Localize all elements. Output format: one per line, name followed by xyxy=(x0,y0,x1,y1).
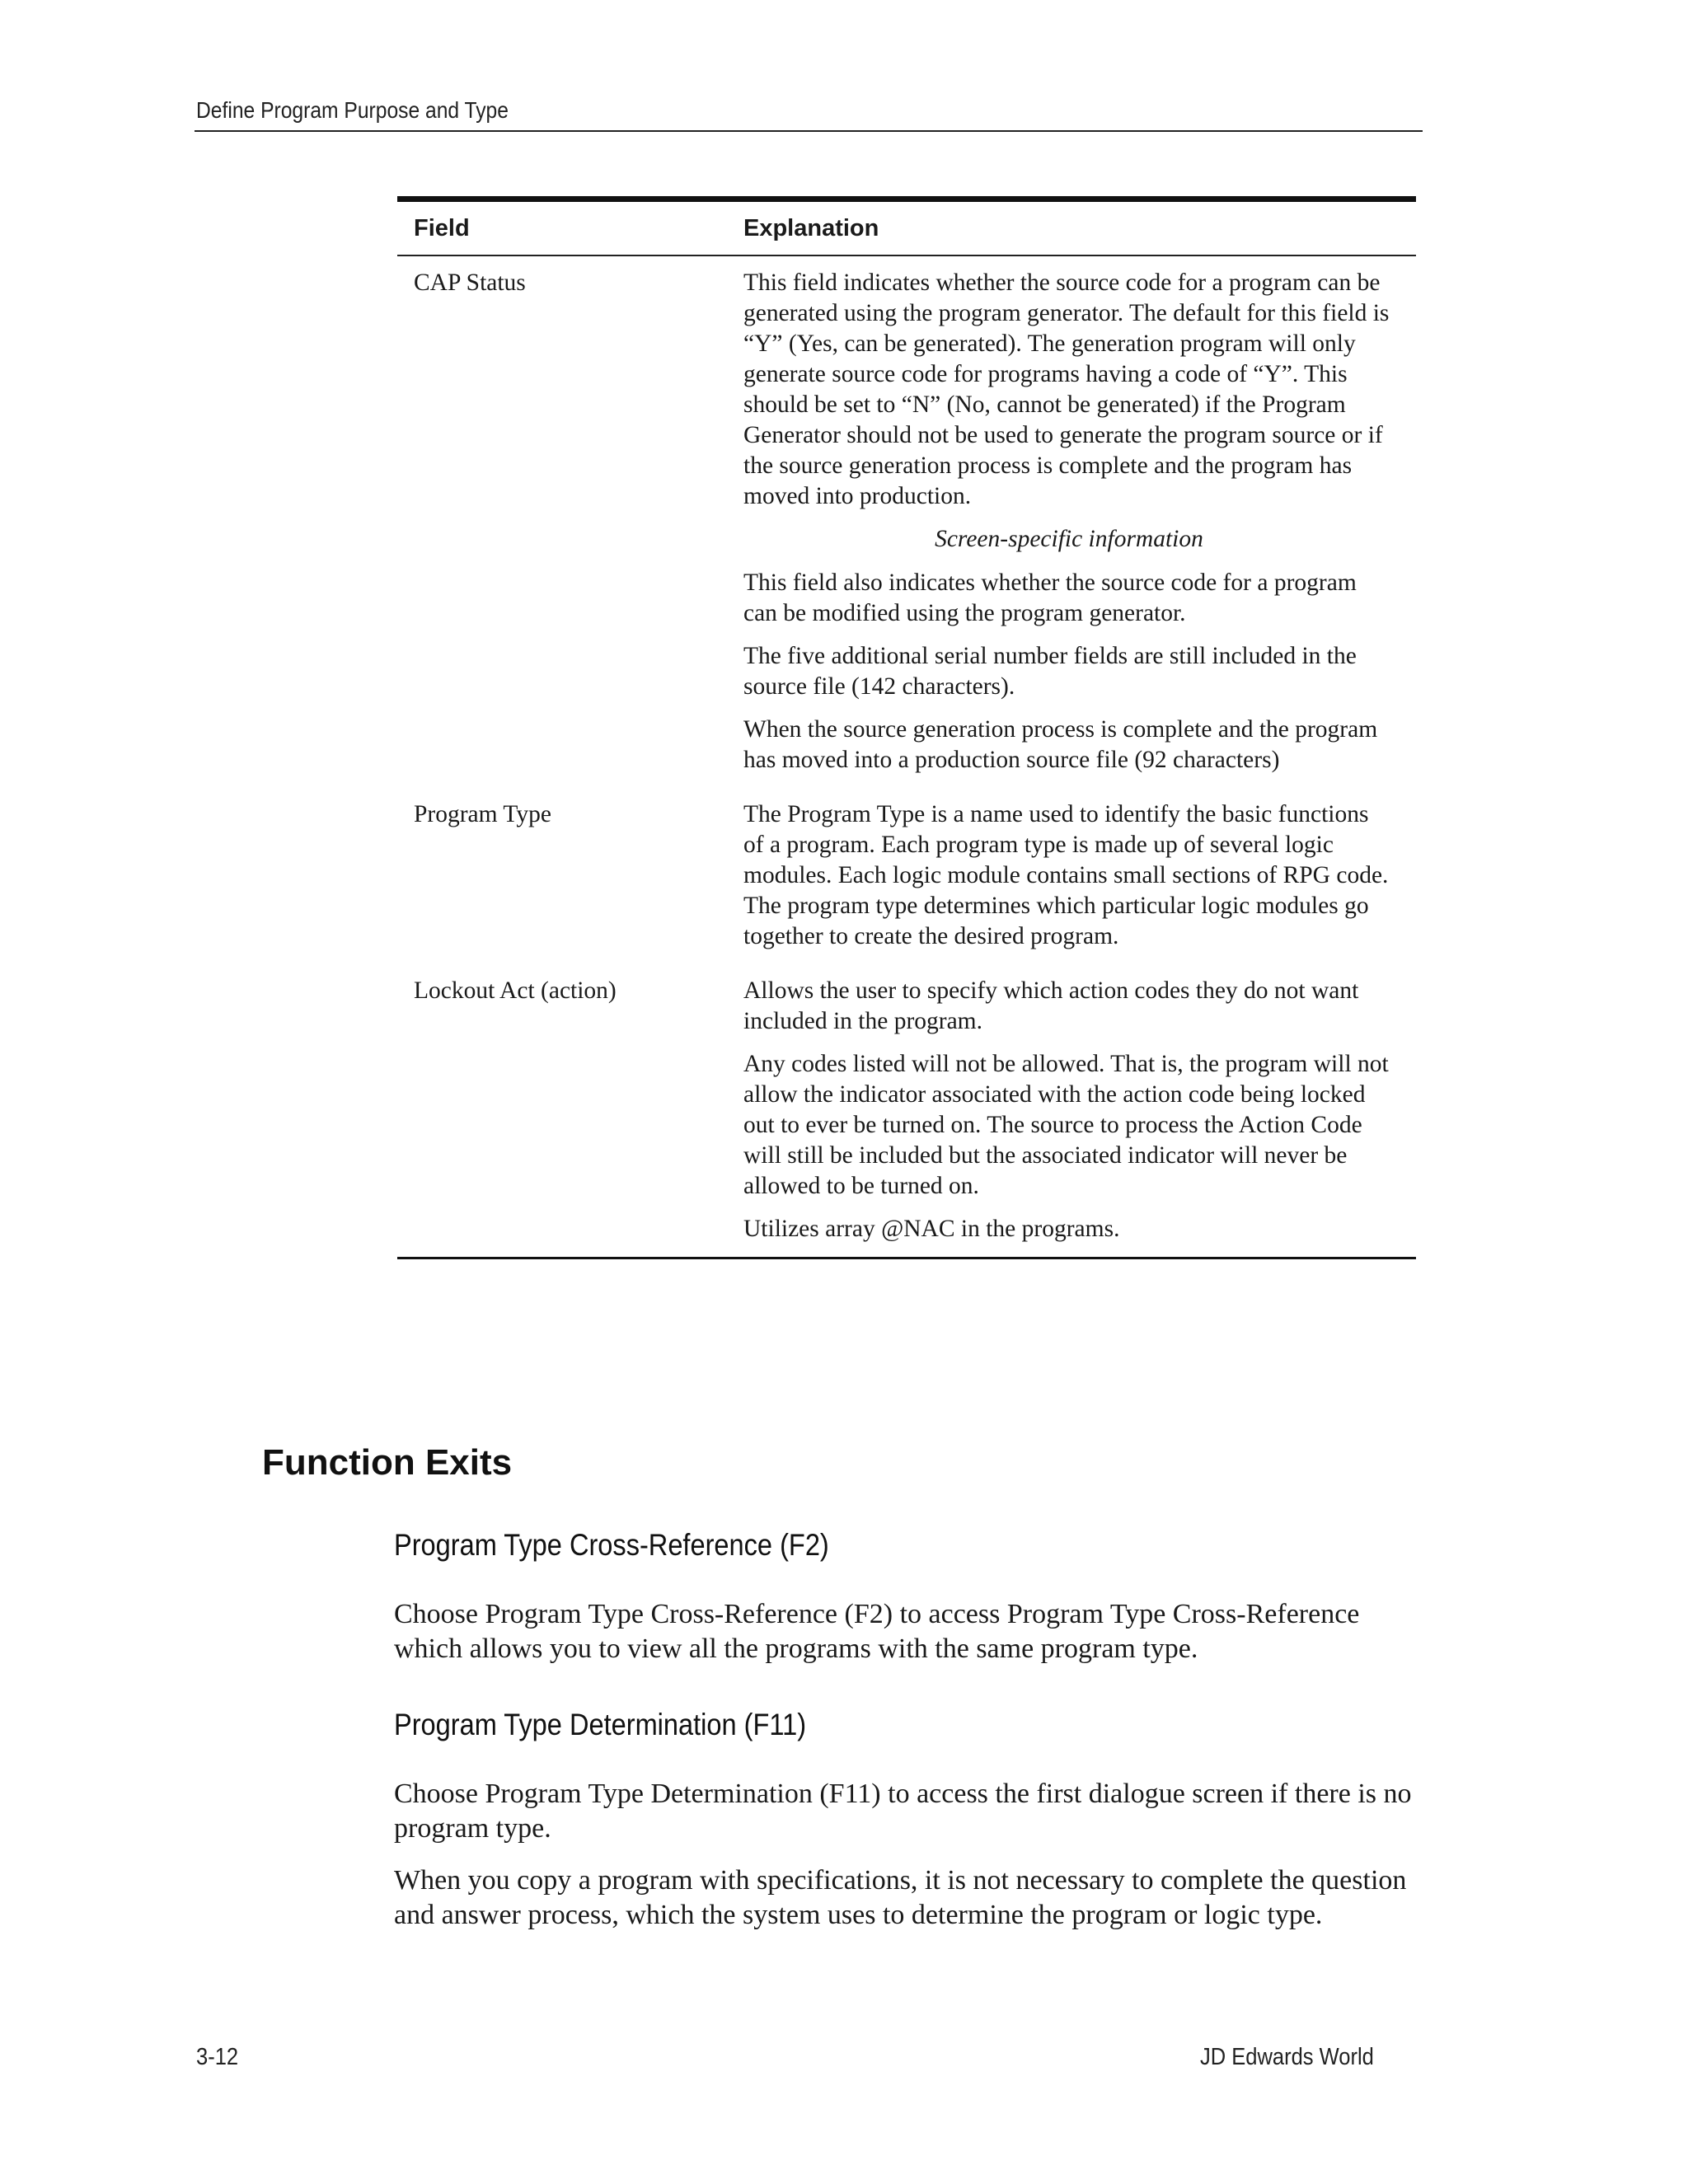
explanation-paragraph: Utilizes array @NAC in the programs. xyxy=(743,1216,1120,1242)
field-name: Lockout Act (action) xyxy=(414,977,617,1004)
explanation-paragraph: When the source generation process is complete and the program has moved into a production source file (92 characters) xyxy=(743,716,1378,773)
section-title: Function Exits xyxy=(262,1442,513,1483)
running-header: Define Program Purpose and Type xyxy=(196,97,509,123)
field-explanation xyxy=(743,268,1395,788)
explanation-paragraph: Any codes listed will not be allowed. That is, the program will not allow the indicator associated with the action code being locked out to ever be turned on. The source to process the Action Code will still be included but the associated indicator will never be allowed to be turned on. xyxy=(743,1051,1389,1199)
body-paragraph: Choose Program Type Cross-Reference (F2) to access Program Type Cross-Reference which allows you to view all the programs with the same program type. xyxy=(394,1599,1360,1664)
table-row xyxy=(397,788,1416,964)
header-rule xyxy=(195,130,1423,132)
field-explanation xyxy=(743,799,1395,964)
table-row xyxy=(397,964,1416,1257)
page-number: 3-12 xyxy=(196,2044,239,2070)
subsection-title: Program Type Determination (F11) xyxy=(394,1708,807,1741)
explanation-paragraph: This field indicates whether the source code for a program can be generated using the program generator. The default for this field is “Y” (Yes, can be generated). The generation program will only generate source code for programs having a code of “Y”. This should be set to “N” (No, cannot be generated) if the Program Generator should not be used to generate the program source or if the source generation process is complete and the program has moved into production. xyxy=(743,269,1390,509)
publisher-name: JD Edwards World xyxy=(1200,2044,1374,2070)
table-top-rule xyxy=(397,196,1416,202)
field-explanation-table xyxy=(397,196,1416,1259)
table-row xyxy=(397,256,1416,788)
column-header-explanation: Explanation xyxy=(743,215,879,241)
table-header-row xyxy=(397,202,1416,256)
explanation-paragraph: Allows the user to specify which action codes they do not want included in the program. xyxy=(743,977,1359,1034)
body-paragraph: When you copy a program with specifications, it is not necessary to complete the question and answer process, which the system uses to determine the program or logic type. xyxy=(394,1865,1407,1930)
field-explanation xyxy=(743,976,1395,1257)
field-name: Program Type xyxy=(414,801,551,827)
explanation-paragraph: The five additional serial number fields are still included in the source file (142 characters). xyxy=(743,643,1357,700)
subsection-title: Program Type Cross-Reference (F2) xyxy=(394,1528,829,1562)
explanation-paragraph: The Program Type is a name used to identify the basic functions of a program. Each program type is made up of several logic modules. Each logic module contains small sections of RPG code. The program type determines which particular logic modules go together to create the desired program. xyxy=(743,801,1389,949)
field-name: CAP Status xyxy=(414,269,526,296)
table-bottom-rule xyxy=(397,1257,1416,1259)
column-header-field: Field xyxy=(414,215,470,241)
screen-specific-subhead: Screen-specific information xyxy=(935,526,1203,552)
explanation-paragraph: This field also indicates whether the source code for a program can be modified using the program generator. xyxy=(743,569,1357,626)
body-paragraph: Choose Program Type Determination (F11) to access the first dialogue screen if there is no program type. xyxy=(394,1779,1412,1844)
